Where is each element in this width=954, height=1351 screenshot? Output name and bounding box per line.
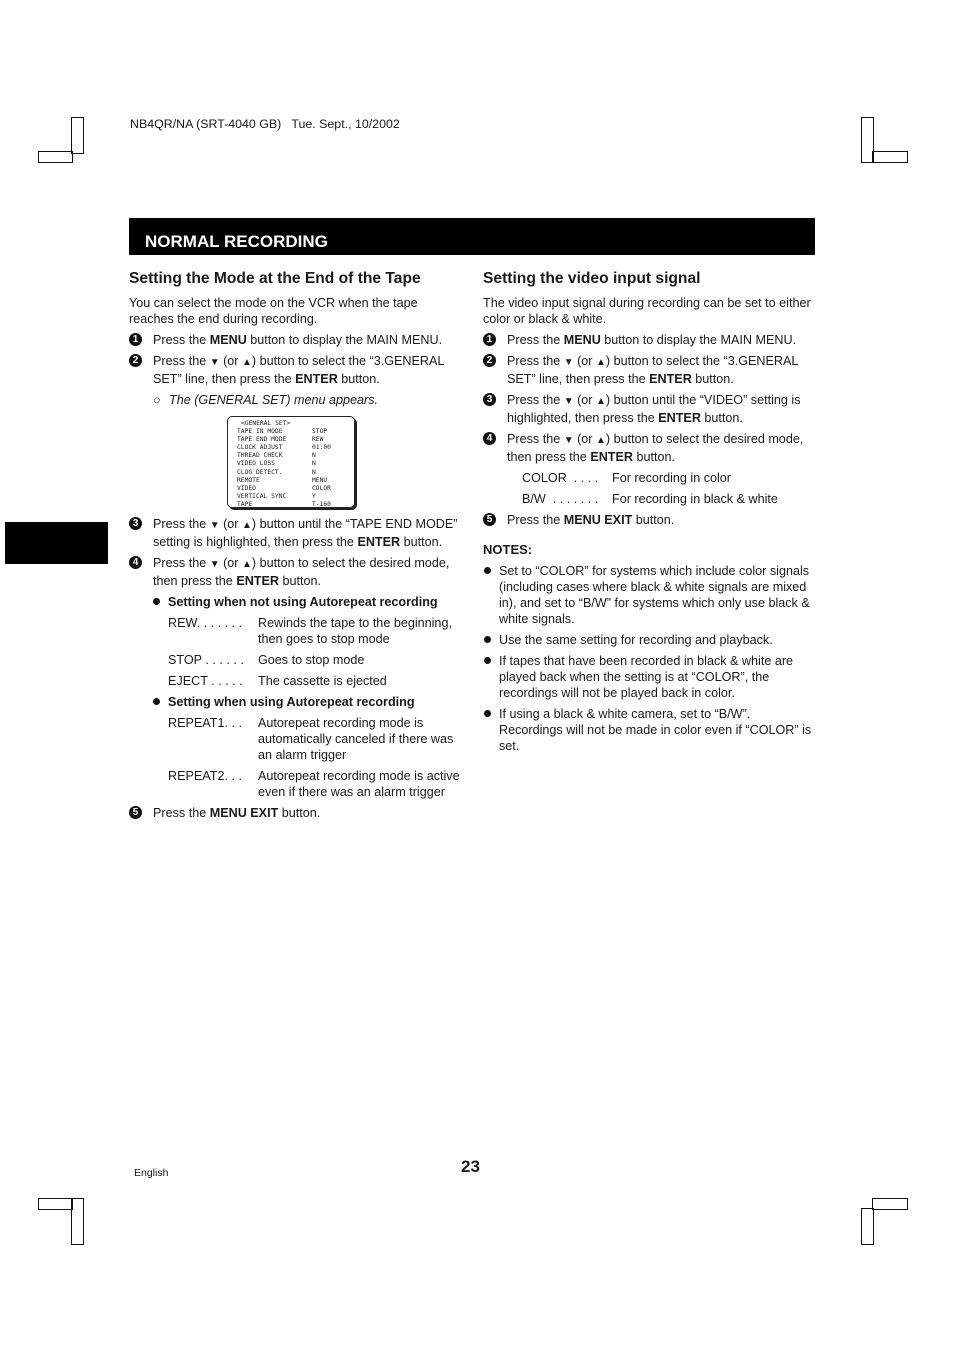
bullet-dot-icon bbox=[484, 657, 491, 664]
menu-row bbox=[237, 485, 354, 493]
right-step-1: 1 Press the MENU button to display the MAIN MENU. bbox=[483, 332, 816, 348]
step-number: 1 bbox=[129, 333, 142, 346]
left-step-2: 2 Press the ▼ (or ▲) button to select the “3.GENERAL SET” line, then press the ENTER button. bbox=[129, 353, 462, 387]
right-step-2: 2 Press the ▼ (or ▲) button to select the “3.GENERAL SET” line, then press the ENTER button. bbox=[483, 353, 816, 387]
option-row: B/W . . . . . . . For recording in black & white bbox=[522, 492, 778, 506]
note-item: Use the same setting for recording and playback. bbox=[483, 632, 816, 648]
note-item: If using a black & white camera, set to “B/W”. Recordings will not be made in color even if “COLOR” is set. bbox=[483, 706, 816, 754]
menu-row bbox=[237, 477, 354, 485]
left-step-4: 4 Press the ▼ (or ▲) button to select the desired mode, then press the ENTER button. bbox=[129, 555, 462, 589]
circle-bullet-icon: ○ bbox=[153, 393, 161, 407]
menu-row-key: VIDEO bbox=[237, 484, 256, 492]
up-arrow-icon: ▲ bbox=[242, 520, 252, 531]
note-item: If tapes that have been recorded in black & white are played back when the setting is at “COLOR”, the recordings will not be played back in color. bbox=[483, 653, 816, 701]
left-step-1: 1 Press the MENU button to display the MAIN MENU. bbox=[129, 332, 462, 348]
option-row: EJECT . . . . . The cassette is ejected bbox=[168, 674, 387, 688]
right-heading: Setting the video input signal bbox=[483, 270, 701, 287]
down-arrow-icon: ▼ bbox=[563, 357, 574, 368]
option-row: COLOR . . . . For recording in color bbox=[522, 471, 731, 485]
menu-row-key: THREAD CHECK bbox=[237, 452, 283, 460]
menu-row-key: TAPE END MODE bbox=[237, 436, 287, 444]
right-column bbox=[483, 268, 816, 754]
right-step-4: 4 Press the ▼ (or ▲) button to select the desired mode, then press the ENTER button. bbox=[483, 431, 816, 465]
menu-row-value: N bbox=[312, 468, 316, 476]
menu-row-key: REMOTE bbox=[237, 476, 260, 484]
menu-row-value: COLOR bbox=[312, 484, 331, 492]
right-step-5: 5 Press the MENU EXIT button. bbox=[483, 512, 816, 528]
menu-row bbox=[237, 501, 354, 509]
down-arrow-icon: ▼ bbox=[563, 396, 574, 407]
step-number: 2 bbox=[129, 354, 142, 367]
crop-mark-top-left-v bbox=[71, 117, 84, 154]
step-number: 1 bbox=[483, 333, 496, 346]
section-title-bar bbox=[129, 218, 815, 255]
up-arrow-icon: ▲ bbox=[242, 559, 252, 570]
option-row: REPEAT2. . . Autorepeat recording mode is active even if there was an alarm trigger bbox=[168, 769, 460, 799]
note-item: Set to “COLOR” for systems which include color signals (including cases where black & white signals are mixed in), and set to “B/W” for systems which only use black & white signals. bbox=[483, 563, 816, 627]
menu-row-key: TAPE bbox=[237, 500, 253, 508]
step-number: 5 bbox=[129, 806, 142, 819]
left-column bbox=[129, 268, 462, 821]
step-number: 3 bbox=[129, 517, 142, 530]
up-arrow-icon: ▲ bbox=[596, 396, 606, 407]
up-arrow-icon: ▲ bbox=[596, 357, 606, 368]
right-intro: The video input signal during recording can be set to either color or black & white. bbox=[483, 296, 811, 326]
menu-row-key: VERTICAL SYNC bbox=[237, 492, 287, 500]
step-number: 4 bbox=[483, 432, 496, 445]
menu-row-value: MENU bbox=[312, 476, 328, 484]
menu-row-value: N bbox=[312, 452, 316, 460]
left-heading: Setting the Mode at the End of the Tape bbox=[129, 270, 421, 287]
menu-row-value: T-160 bbox=[312, 500, 331, 508]
bullet-dot-icon bbox=[484, 710, 491, 717]
menu-row bbox=[237, 452, 354, 460]
menu-row bbox=[237, 428, 354, 436]
page-number: 23 bbox=[461, 1157, 480, 1176]
down-arrow-icon: ▼ bbox=[209, 357, 220, 368]
crop-mark-bottom-left-h bbox=[38, 1198, 73, 1210]
general-set-menu-screen bbox=[227, 416, 355, 508]
menu-row-key: CLOG DETECT. bbox=[237, 468, 283, 476]
autorepeat-heading: Setting when using Autorepeat recording bbox=[129, 694, 462, 710]
no-autorepeat-heading: Setting when not using Autorepeat recording bbox=[129, 594, 462, 610]
menu-row bbox=[237, 460, 354, 468]
menu-row bbox=[237, 444, 354, 452]
left-step-2-note: ○ The (GENERAL SET) menu appears. bbox=[153, 393, 379, 407]
option-row: REPEAT1. . . Autorepeat recording mode is automatically canceled if there was an alarm trigger bbox=[168, 716, 454, 762]
menu-row bbox=[237, 469, 354, 477]
step-number: 3 bbox=[483, 393, 496, 406]
step-number: 4 bbox=[129, 556, 142, 569]
crop-mark-top-left-h bbox=[38, 151, 73, 163]
menu-row bbox=[237, 493, 354, 501]
menu-row-key: VIDEO LOSS bbox=[237, 460, 275, 468]
down-arrow-icon: ▼ bbox=[209, 520, 220, 531]
menu-row bbox=[237, 436, 354, 444]
crop-mark-top-right-h bbox=[872, 151, 908, 163]
crop-mark-bottom-left-v bbox=[71, 1198, 84, 1245]
left-step-5: 5 Press the MENU EXIT button. bbox=[129, 805, 462, 821]
right-step-3: 3 Press the ▼ (or ▲) button until the “VIDEO” setting is highlighted, then press the ENTER button. bbox=[483, 392, 816, 426]
bullet-dot-icon bbox=[153, 598, 160, 605]
menu-row-key: TAPE IN MODE bbox=[237, 428, 283, 436]
menu-row-value: REW bbox=[312, 436, 324, 444]
document-code-header: NB4QR/NA (SRT-4040 GB) Tue. Sept., 10/2002 bbox=[130, 117, 400, 131]
crop-mark-bottom-right-v bbox=[861, 1208, 874, 1245]
left-step-3: 3 Press the ▼ (or ▲) button until the “TAPE END MODE” setting is highlighted, then press the ENTER button. bbox=[129, 516, 462, 550]
footer-language: English bbox=[134, 1167, 169, 1179]
menu-title: <GENERAL SET> bbox=[241, 420, 291, 427]
down-arrow-icon: ▼ bbox=[563, 435, 574, 446]
left-intro: You can select the mode on the VCR when the tape reaches the end during recording. bbox=[129, 296, 418, 326]
side-tab-marker bbox=[5, 522, 108, 564]
bullet-dot-icon bbox=[484, 567, 491, 574]
step-number: 5 bbox=[483, 513, 496, 526]
option-row: STOP . . . . . . Goes to stop mode bbox=[168, 653, 365, 667]
notes-heading: NOTES: bbox=[483, 542, 533, 557]
menu-rows bbox=[237, 428, 354, 509]
up-arrow-icon: ▲ bbox=[596, 435, 606, 446]
down-arrow-icon: ▼ bbox=[209, 559, 220, 570]
crop-mark-bottom-right-h bbox=[872, 1198, 908, 1210]
bullet-dot-icon bbox=[153, 698, 160, 705]
bullet-dot-icon bbox=[484, 636, 491, 643]
menu-row-value: STOP bbox=[312, 428, 328, 436]
menu-row-value: Y bbox=[312, 492, 316, 500]
up-arrow-icon: ▲ bbox=[242, 357, 252, 368]
menu-row-value: N bbox=[312, 460, 316, 468]
step-number: 2 bbox=[483, 354, 496, 367]
menu-row-key: CLOCK ADJUST bbox=[237, 444, 283, 452]
section-title: NORMAL RECORDING bbox=[145, 232, 328, 251]
option-row: REW. . . . . . . Rewinds the tape to the beginning, then goes to stop mode bbox=[168, 616, 452, 646]
menu-row-value: 01:00 bbox=[312, 444, 331, 452]
